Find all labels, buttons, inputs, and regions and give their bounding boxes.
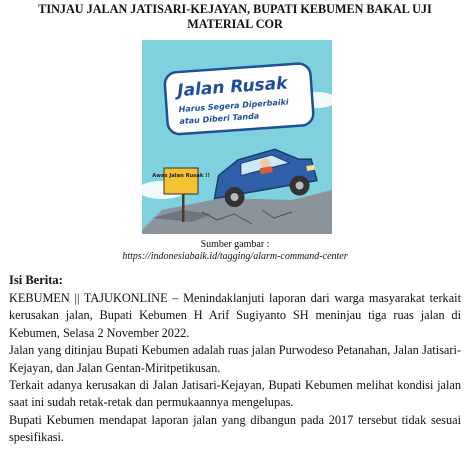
paragraph: Bupati Kebumen mendapat laporan jalan yang dibangun pada 2017 tersebut tidak sesuai spesifikasi.	[9, 412, 461, 445]
article-illustration	[142, 40, 332, 234]
image-source-url: https://indonesiabaik.id/tagging/alarm-command-center	[122, 251, 348, 262]
paragraph: Terkait adanya kerusakan di Jalan Jatisari-Kejayan, Bupati Kebumen melihat kondisi jalan saat ini sudah retak-retak dan permukaannya mengelupas.	[9, 378, 461, 410]
warning-banner	[164, 63, 314, 135]
section-heading: Isi Berita:	[9, 273, 63, 287]
banner-line-2: atau Diberi Tanda	[179, 111, 260, 127]
article-body	[9, 290, 461, 447]
banner-line-1: Harus Segera Diperbaiki	[178, 97, 289, 115]
image-caption-label: Sumber gambar :	[200, 239, 270, 250]
article-title: TINJAU JALAN JATISARI-KEJAYAN, BUPATI KEBUMEN BAKAL UJI MATERIAL COR	[38, 2, 432, 31]
banner-title: Jalan Rusak	[176, 73, 289, 102]
paragraph: Jalan yang ditinjau Bupati Kebumen adalah ruas jalan Purwodeso Petanahan, Jalan Jatisari-Kejayan, dan Jalan Gentan-Miritpetikusan.	[9, 343, 461, 375]
road-sign-label: Awas Jalan Rusak !!	[152, 173, 210, 179]
paragraph: KEBUMEN || TAJUKONLINE – Menindaklanjuti laporan dari warga masyarakat terkait kerusakan jalan, Bupati Kebumen H Arif Sugiyanto SH meninjau tiga ruas jalan di Kebumen, Selasa 2 November 2022.	[9, 291, 461, 340]
